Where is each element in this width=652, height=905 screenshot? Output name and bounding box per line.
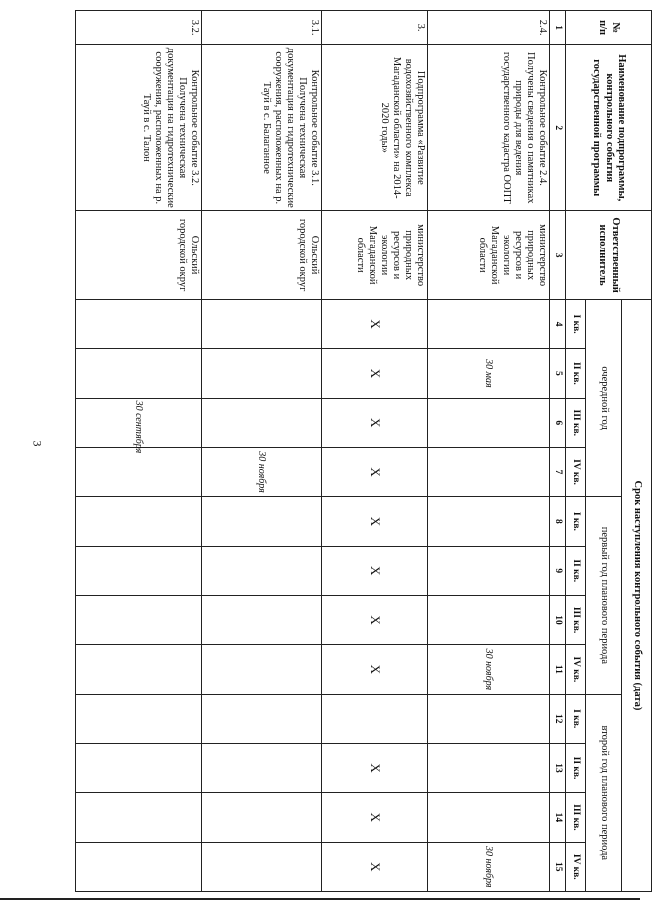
empty-cell <box>428 595 550 644</box>
empty-cell <box>322 694 428 743</box>
not-applicable-mark: X <box>322 743 428 792</box>
column-number: 2 <box>550 45 566 211</box>
header-year-current: очередной год <box>586 299 622 496</box>
column-number: 11 <box>550 645 566 694</box>
empty-cell <box>202 299 322 348</box>
empty-cell <box>202 645 322 694</box>
table-row <box>322 11 428 892</box>
column-number: 15 <box>550 842 566 891</box>
column-number: 12 <box>550 694 566 743</box>
column-number: 9 <box>550 546 566 595</box>
empty-cell <box>76 447 202 496</box>
empty-cell <box>428 398 550 447</box>
table-body <box>76 11 550 892</box>
quarter-header: II кв. <box>566 349 586 398</box>
empty-cell <box>202 349 322 398</box>
header-num: № п/п <box>566 11 652 45</box>
not-applicable-mark: X <box>322 497 428 546</box>
row-name: Контрольное событие 3.2. Получена техническая документация на гидротехнические сооружения, расположенных на р. Тауй в с. Талон <box>76 45 202 211</box>
column-number: 7 <box>550 447 566 496</box>
rotated-table-wrapper <box>90 10 652 892</box>
table-row <box>428 11 550 892</box>
row-executor: Ольский городской округ <box>202 211 322 300</box>
quarter-header: IV кв. <box>566 842 586 891</box>
row-number: 2.4. <box>428 11 550 45</box>
table-row <box>202 11 322 892</box>
quarter-header: I кв. <box>566 497 586 546</box>
empty-cell <box>202 398 322 447</box>
column-number: 10 <box>550 595 566 644</box>
row-executor: министерство природных ресурсов и экологии Магаданской области <box>322 211 428 300</box>
row-name: Подпрограмма «Развитие водохозяйственного комплекса Магаданской области» на 2014-2020 годы» <box>322 45 428 211</box>
deadline-date: 30 ноября <box>428 842 550 891</box>
table-row <box>76 11 202 892</box>
not-applicable-mark: X <box>322 398 428 447</box>
quarter-header: II кв. <box>566 743 586 792</box>
empty-cell <box>202 842 322 891</box>
not-applicable-mark: X <box>322 645 428 694</box>
empty-cell <box>202 793 322 842</box>
empty-cell <box>202 743 322 792</box>
row-executor: министерство природных ресурсов и экологии Магаданской области <box>428 211 550 300</box>
empty-cell <box>76 743 202 792</box>
empty-cell <box>428 447 550 496</box>
empty-cell <box>76 694 202 743</box>
empty-cell <box>76 595 202 644</box>
empty-cell <box>428 497 550 546</box>
empty-cell <box>76 645 202 694</box>
header-deadline: Срок наступления контрольного события (дата) <box>622 299 652 891</box>
empty-cell <box>76 793 202 842</box>
empty-cell <box>202 546 322 595</box>
quarter-header: I кв. <box>566 694 586 743</box>
empty-cell <box>428 793 550 842</box>
quarter-header: II кв. <box>566 546 586 595</box>
column-number: 4 <box>550 299 566 348</box>
bottom-rule <box>0 898 640 900</box>
quarter-header: III кв. <box>566 595 586 644</box>
empty-cell <box>202 595 322 644</box>
empty-cell <box>428 694 550 743</box>
column-number: 8 <box>550 497 566 546</box>
header-year-first: первый год планового периода <box>586 497 622 694</box>
row-number: 3.2. <box>76 11 202 45</box>
control-events-table <box>75 10 652 892</box>
empty-cell <box>428 299 550 348</box>
quarter-header: IV кв. <box>566 447 586 496</box>
deadline-date: 30 ноября <box>428 645 550 694</box>
row-number: 3. <box>322 11 428 45</box>
not-applicable-mark: X <box>322 842 428 891</box>
column-number: 1 <box>550 11 566 45</box>
header-name: Наименование подпрограммы, контрольного события государственной программы <box>566 45 652 211</box>
empty-cell <box>428 546 550 595</box>
empty-cell <box>428 743 550 792</box>
row-name: Контрольное событие 2.4. Получены сведения о памятниках природы для ведения государственного кадастра ООПТ <box>428 45 550 211</box>
column-number: 6 <box>550 398 566 447</box>
deadline-date: 30 мая <box>428 349 550 398</box>
column-number: 13 <box>550 743 566 792</box>
column-number: 3 <box>550 211 566 300</box>
not-applicable-mark: X <box>322 793 428 842</box>
empty-cell <box>76 842 202 891</box>
empty-cell <box>76 349 202 398</box>
empty-cell <box>202 497 322 546</box>
empty-cell <box>76 299 202 348</box>
row-executor: Ольский городской округ <box>76 211 202 300</box>
page-number: 3 <box>30 440 45 447</box>
quarter-header: IV кв. <box>566 645 586 694</box>
not-applicable-mark: X <box>322 299 428 348</box>
empty-cell <box>202 694 322 743</box>
column-number: 5 <box>550 349 566 398</box>
row-name: Контрольное событие 3.1. Получена техническая документация на гидротехнические сооружения, расположенных на р. Тауй в с. Балаганное <box>202 45 322 211</box>
quarter-header: III кв. <box>566 398 586 447</box>
not-applicable-mark: X <box>322 447 428 496</box>
quarter-header: I кв. <box>566 299 586 348</box>
not-applicable-mark: X <box>322 546 428 595</box>
not-applicable-mark: X <box>322 595 428 644</box>
empty-cell <box>76 546 202 595</box>
empty-cell <box>76 497 202 546</box>
quarter-header: III кв. <box>566 793 586 842</box>
row-number: 3.1. <box>202 11 322 45</box>
column-number-row <box>550 11 566 892</box>
header-year-second: второй год планового периода <box>586 694 622 891</box>
deadline-date: 30 ноября <box>202 447 322 496</box>
deadline-date: 30 сентября <box>76 398 202 447</box>
not-applicable-mark: X <box>322 349 428 398</box>
header-executor: Ответственный исполнитель <box>566 211 652 300</box>
column-number: 14 <box>550 793 566 842</box>
